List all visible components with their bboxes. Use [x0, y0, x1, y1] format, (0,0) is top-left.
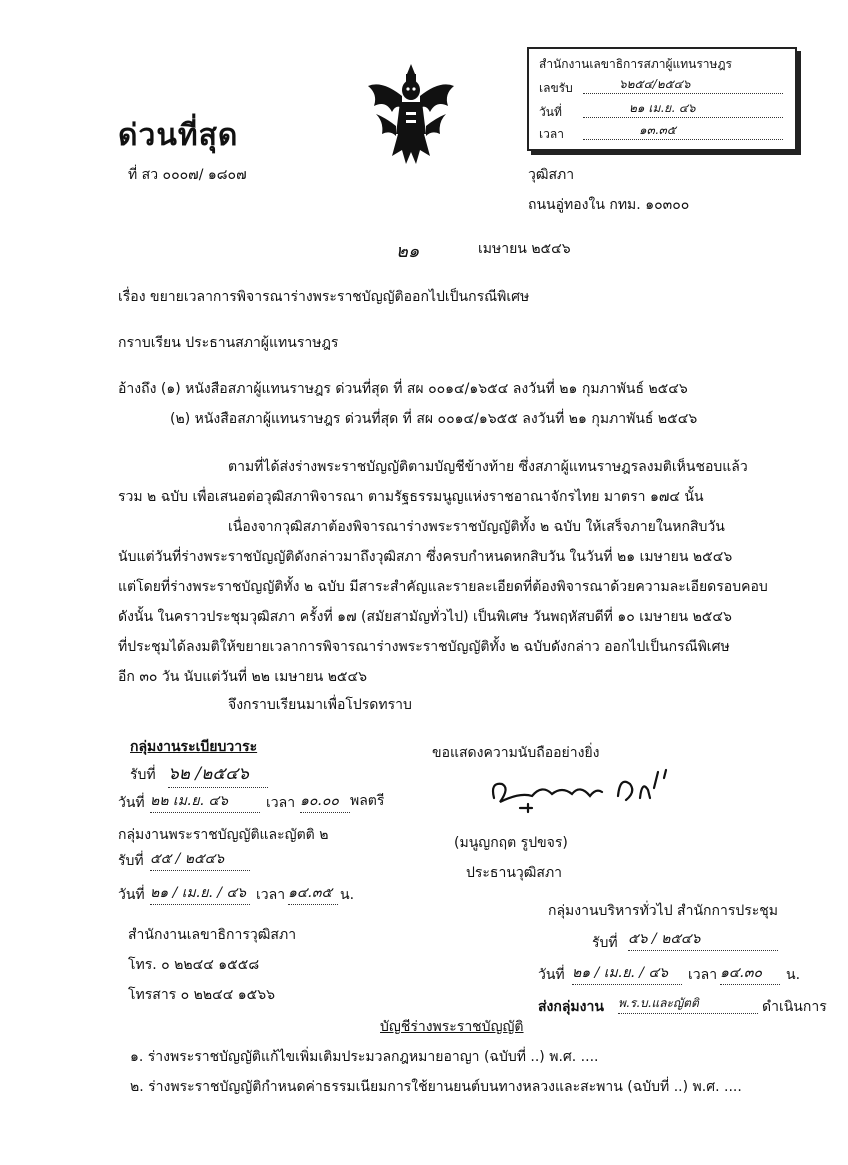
bills-time-label: เวลา — [256, 887, 286, 903]
date-month-year: เมษายน ๒๕๔๖ — [478, 241, 571, 257]
urgency-heading: ด่วนที่สุด — [118, 118, 239, 153]
admin-date-value: ๒๑ / เม.ย. / ๔๖ — [572, 962, 682, 985]
sender-address: ถนนอู่ทองใน กทม. ๑๐๓๐๐ — [528, 197, 690, 213]
bill-list-title: บัญชีร่างพระราชบัญญัติ — [380, 1019, 524, 1035]
agenda-recv-label: รับที่ — [130, 767, 156, 783]
bills-date-label: วันที่ — [118, 887, 145, 903]
paragraph-2-line-5: ที่ประชุมได้ลงมติให้ขยายเวลาการพิจารณาร่างพระราชบัญญัติทั้ง ๒ ฉบับดังกล่าว ออกไปเป็นกรณีพิเศษ — [118, 639, 730, 655]
admin-time-suffix: น. — [786, 967, 801, 983]
bill-list-item-2: ๒. ร่างพระราชบัญญัติกำหนดค่าธรรมเนียมการใช้ยานยนต์บนทางหลวงและสะพาน (ฉบับที่ ..) พ.ศ. .... — [130, 1079, 742, 1095]
date-day: ๒๑ — [396, 241, 420, 262]
admin-recv-value: ๕๖ / ๒๕๔๖ — [628, 928, 778, 951]
paragraph-2-line-6: อีก ๓๐ วัน นับแต่วันที่ ๒๒ เมษายน ๒๕๔๖ — [118, 669, 368, 685]
bill-list-item-1: ๑. ร่างพระราชบัญญัติแก้ไขเพิ่มเติมประมวลกฎหมายอาญา (ฉบับที่ ..) พ.ศ. .... — [130, 1049, 599, 1065]
paragraph-1-line-2: รวม ๒ ฉบับ เพื่อเสนอต่อวุฒิสภาพิจารณา ตามรัฐธรรมนูญแห่งราชอาณาจักรไทย มาตรา ๑๗๔ นั้น — [118, 489, 704, 505]
fax-number: โทรสาร ๐ ๒๒๔๔ ๑๕๖๖ — [128, 987, 275, 1003]
stamp-title: สำนักงานเลขาธิการสภาผู้แทนราษฎร — [539, 57, 732, 71]
bills-recv-label: รับที่ — [118, 853, 144, 869]
admin-time-label: เวลา — [688, 967, 718, 983]
agenda-recv-value: ๖๒ /๒๕๔๖ — [168, 760, 268, 788]
document-number: ที่ สว ๐๐๐๗/ ๑๘๐๗ — [128, 167, 247, 183]
stamp-number-value: ๖๒๕๔/๒๕๔๖ — [619, 77, 691, 91]
stamp-time-label: เวลา — [539, 127, 564, 141]
closing-paragraph: จึงกราบเรียนมาเพื่อโปรดทราบ — [228, 697, 412, 713]
bills-time-suffix: น. — [340, 887, 355, 903]
agenda-group-title: กลุ่มงานระเบียบวาระ — [130, 739, 258, 755]
signer-rank: พลตรี — [350, 793, 385, 809]
stamp-date-value: ๒๑ เม.ย. ๔๖ — [629, 101, 696, 115]
subject-line: เรื่อง ขยายเวลาการพิจารณาร่างพระราชบัญญัติออกไปเป็นกรณีพิเศษ — [118, 289, 530, 305]
signer-position: ประธานวุฒิสภา — [466, 865, 563, 881]
reference-2: (๒) หนังสือสภาผู้แทนราษฎร ด่วนที่สุด ที่ สผ ๐๐๑๔/๑๖๕๕ ลงวันที่ ๒๑ กุมภาพันธ์ ๒๕๔๖ — [170, 411, 698, 427]
admin-recv-label: รับที่ — [592, 935, 618, 951]
stamp-number-label: เลขรับ — [539, 81, 573, 95]
admin-group-title: กลุ่มงานบริหารทั่วไป สำนักการประชุม — [548, 903, 779, 919]
signer-name: (มนูญกฤต รูปขจร) — [454, 835, 568, 851]
admin-action-label: ดำเนินการ — [762, 999, 827, 1015]
salutation: กราบเรียน ประธานสภาผู้แทนราษฎร — [118, 335, 339, 351]
paragraph-2-line-3: แต่โดยที่ร่างพระราชบัญญัติทั้ง ๒ ฉบับ มีสาระสำคัญและรายละเอียดที่ต้องพิจารณาด้วยความละเอียดรอบคอบ — [118, 579, 768, 595]
handwritten-signature — [480, 762, 680, 818]
sender-organization: วุฒิสภา — [528, 167, 575, 183]
admin-time-value: ๑๔.๓๐ — [720, 962, 780, 985]
stamp-date-label: วันที่ — [539, 105, 562, 119]
bills-group-title: กลุ่มงานพระราชบัญญัติและญัตติ ๒ — [118, 827, 329, 843]
stamp-time-line — [583, 139, 783, 140]
phone-number: โทร. ๐ ๒๒๔๔ ๑๕๕๘ — [128, 957, 260, 973]
bills-time-value: ๑๔.๓๕ — [288, 882, 338, 905]
bills-date-value: ๒๑ / เม.ย. / ๔๖ — [150, 882, 250, 905]
received-stamp — [527, 47, 797, 151]
agenda-time-value: ๑๐.๐๐ — [300, 790, 350, 813]
paragraph-2-line-4: ดังนั้น ในคราวประชุมวุฒิสภา ครั้งที่ ๑๗ (สมัยสามัญทั่วไป) เป็นพิเศษ วันพฤหัสบดีที่ ๑๐ เมษายน ๒๕๔๖ — [118, 609, 732, 625]
stamp-time-value: ๑๓.๓๕ — [639, 123, 676, 137]
garuda-emblem — [362, 60, 460, 172]
closing-regards: ขอแสดงความนับถืออย่างยิ่ง — [432, 745, 600, 761]
paragraph-1-line-1: ตามที่ได้ส่งร่างพระราชบัญญัติตามบัญชีข้างท้าย ซึ่งสภาผู้แทนราษฎรลงมติเห็นชอบแล้ว — [228, 459, 748, 475]
admin-send-value: พ.ร.บ.และญัตติ — [618, 994, 758, 1014]
bills-recv-value: ๕๕ / ๒๕๔๖ — [150, 848, 250, 871]
agenda-date-value: ๒๒ เม.ย. ๔๖ — [150, 790, 260, 813]
admin-date-label: วันที่ — [538, 967, 565, 983]
secretariat-office: สำนักงานเลขาธิการวุฒิสภา — [128, 927, 297, 943]
paragraph-2-line-1: เนื่องจากวุฒิสภาต้องพิจารณาร่างพระราชบัญญัติทั้ง ๒ ฉบับ ให้เสร็จภายในหกสิบวัน — [228, 519, 725, 535]
paragraph-2-line-2: นับแต่วันที่ร่างพระราชบัญญัติดังกล่าวมาถึงวุฒิสภา ซึ่งครบกำหนดหกสิบวัน ในวันที่ ๒๑ เมษายน ๒๕๔๖ — [118, 549, 733, 565]
admin-send-label: ส่งกลุ่มงาน — [538, 999, 604, 1015]
reference-1: อ้างถึง (๑) หนังสือสภาผู้แทนราษฎร ด่วนที่สุด ที่ สผ ๐๐๑๔/๑๖๕๔ ลงวันที่ ๒๑ กุมภาพันธ์ ๒๕๔๖ — [118, 381, 688, 397]
agenda-date-label: วันที่ — [118, 795, 145, 811]
agenda-time-label: เวลา — [266, 795, 296, 811]
